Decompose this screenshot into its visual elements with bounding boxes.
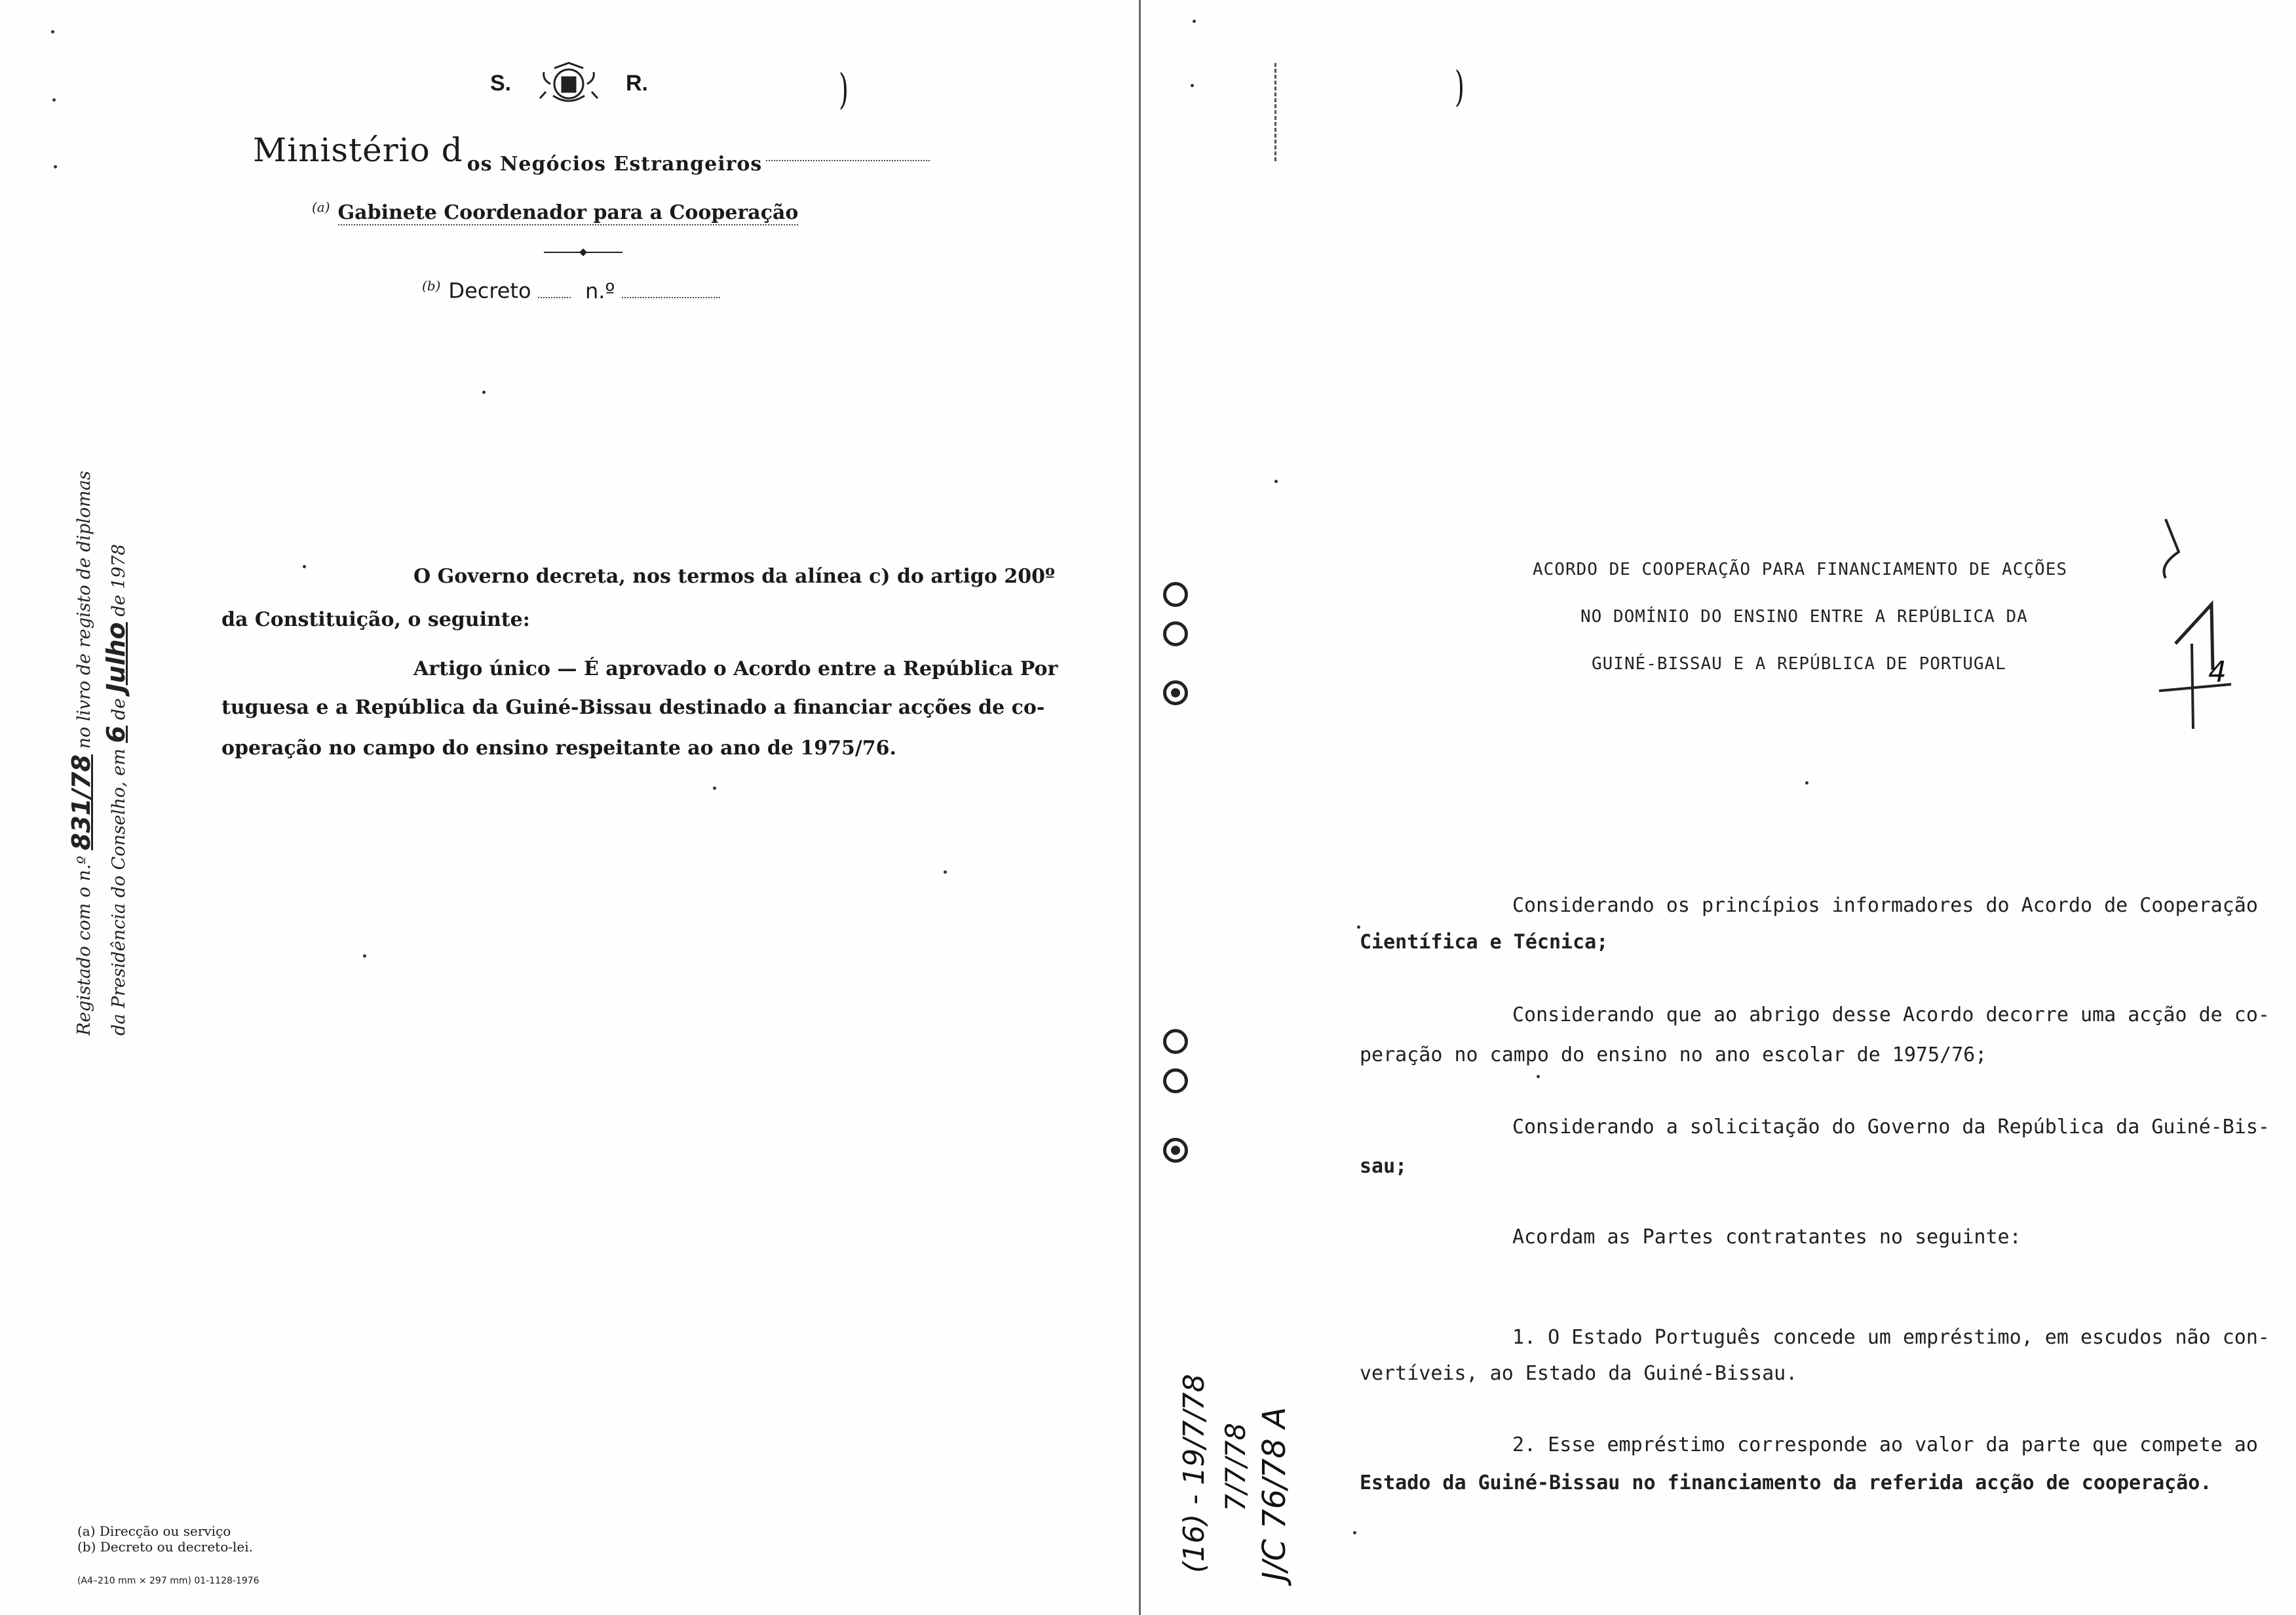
binder-hole <box>1163 1068 1188 1093</box>
registration-number: 831/78 <box>67 754 96 851</box>
agreement-title-line3: GUINÉ-BISSAU E A REPÚBLICA DE PORTUGAL <box>1592 654 2006 674</box>
registration-month: Julho <box>102 622 130 693</box>
coat-of-arms-icon <box>536 60 602 106</box>
scan-artifact-line <box>1274 63 1278 161</box>
decree-preamble-line2: da Constituição, o seguinte: <box>221 608 530 631</box>
registration-line1 <box>66 471 100 1036</box>
crest-letter-s: S. <box>490 71 512 96</box>
scan-speck <box>1353 1531 1356 1534</box>
paragraph3-line1: Considerando a solicitação do Governo da República da Guiné-Bis- <box>1512 1116 2270 1138</box>
scan-speck <box>482 391 486 394</box>
scan-speck <box>363 954 366 958</box>
binder-hole <box>1163 582 1188 607</box>
binder-hole <box>1163 1138 1188 1163</box>
scan-speck <box>54 165 57 168</box>
scan-speck <box>52 98 56 102</box>
scan-speck <box>51 30 54 33</box>
scan-speck <box>1193 20 1196 23</box>
registration-line2 <box>100 471 135 1036</box>
footnote-a: (a) Direcção ou serviço <box>77 1523 231 1539</box>
ministry-name: os Negócios Estrangeiros <box>467 153 763 176</box>
registration-day: 6 <box>102 726 130 743</box>
crest-letter-r: R. <box>626 71 648 96</box>
decree-label: Decreto <box>448 278 531 303</box>
margin-note-date1: (16) - 19/7/78 <box>1177 1374 1211 1573</box>
scan-speck <box>713 787 716 790</box>
paragraph2-line2: peração no campo do ensino no ano escolar de 1975/76; <box>1360 1043 1987 1066</box>
paragraph5-line1: 1. O Estado Português concede um empréstimo, em escudos não con- <box>1512 1326 2270 1349</box>
registration-year: de 1978 <box>109 544 129 617</box>
decree-article-line1: Artigo único — É aprovado o Acordo entre a República Por <box>413 657 1058 680</box>
binder-hole <box>1163 621 1188 646</box>
cabinet-note-mark: (a) <box>312 199 330 215</box>
registration-text-c: da Presidência do Conselho, em <box>109 749 129 1036</box>
ministry-title <box>253 131 930 176</box>
scan-speck <box>1357 925 1360 929</box>
handwritten-mark-icon <box>2139 513 2257 735</box>
decree-preamble-line1: O Governo decreta, nos termos da alínea c) do artigo 200º <box>413 565 1055 588</box>
corner-mark: 4 <box>2208 655 2227 689</box>
agreement-title-line2: NO DOMÍNIO DO ENSINO ENTRE A REPÚBLICA DA <box>1580 607 2028 627</box>
registration-note <box>66 471 135 1036</box>
scan-speck <box>944 870 947 874</box>
paragraph5-line2: vertíveis, ao Estado da Guiné-Bissau. <box>1360 1362 1798 1385</box>
ministry-dotted-line <box>766 160 930 161</box>
registration-text-d: de <box>109 698 129 720</box>
decree-number-label: n.º <box>584 278 615 303</box>
cabinet-line <box>312 199 798 224</box>
binder-hole <box>1163 1029 1188 1054</box>
paragraph1-line2: Científica e Técnica; <box>1360 931 1609 954</box>
paragraph2-line1: Considerando que ao abrigo desse Acordo decorre uma acção de co- <box>1512 1003 2270 1026</box>
ministry-prefix: Ministério d <box>253 131 463 169</box>
decree-type-blank <box>538 297 571 298</box>
decree-article-line2: tuguesa e a República da Guiné-Bissau destinado a financiar acções de co- <box>221 696 1045 719</box>
cabinet-name: Gabinete Coordenador para a Cooperação <box>337 201 799 224</box>
paragraph3-line2: sau; <box>1360 1155 1407 1178</box>
decree-article-line3: operação no campo do ensino respeitante ao ano de 1975/76. <box>221 737 896 760</box>
letterhead-crest <box>485 60 668 113</box>
registration-text-b: no livro de registo de diplomas <box>74 471 94 749</box>
scan-speck <box>1805 781 1808 785</box>
scan-speck <box>303 565 306 568</box>
scan-speck <box>1191 84 1194 87</box>
decree-note-mark: (b) <box>422 278 441 294</box>
paragraph6-line2: Estado da Guiné-Bissau no financiamento da referida acção de cooperação. <box>1360 1471 2212 1494</box>
paragraph6-line1: 2. Esse empréstimo corresponde ao valor da parte que compete ao <box>1512 1433 2258 1456</box>
left-page <box>0 0 1140 1615</box>
scan-artifact: ) <box>838 66 849 114</box>
page-fold-divider <box>1139 0 1141 1615</box>
right-page <box>1143 0 2296 1615</box>
scan-speck <box>1274 480 1278 483</box>
margin-note-reference: J/C 76/78 A <box>1256 1407 1293 1581</box>
binder-hole <box>1163 680 1188 705</box>
form-code: (A4–210 mm × 297 mm) 01-1128-1976 <box>77 1576 259 1586</box>
header-divider <box>544 246 622 259</box>
decree-line <box>422 278 720 303</box>
paragraph1-line1: Considerando os princípios informadores do Acordo de Cooperação <box>1512 894 2258 917</box>
footnote-b: (b) Decreto ou decreto-lei. <box>77 1539 254 1555</box>
paragraph4: Acordam as Partes contratantes no seguinte: <box>1512 1226 2021 1249</box>
agreement-title-line1: ACORDO DE COOPERAÇÃO PARA FINANCIAMENTO DE ACÇÕES <box>1533 560 2068 579</box>
scan-artifact: ) <box>1454 63 1464 111</box>
decree-number-blank <box>622 297 720 298</box>
margin-note-date2: 7/7/78 <box>1219 1422 1252 1511</box>
scan-speck <box>1537 1075 1540 1078</box>
registration-text-a: Registado com o n.º <box>74 855 94 1036</box>
